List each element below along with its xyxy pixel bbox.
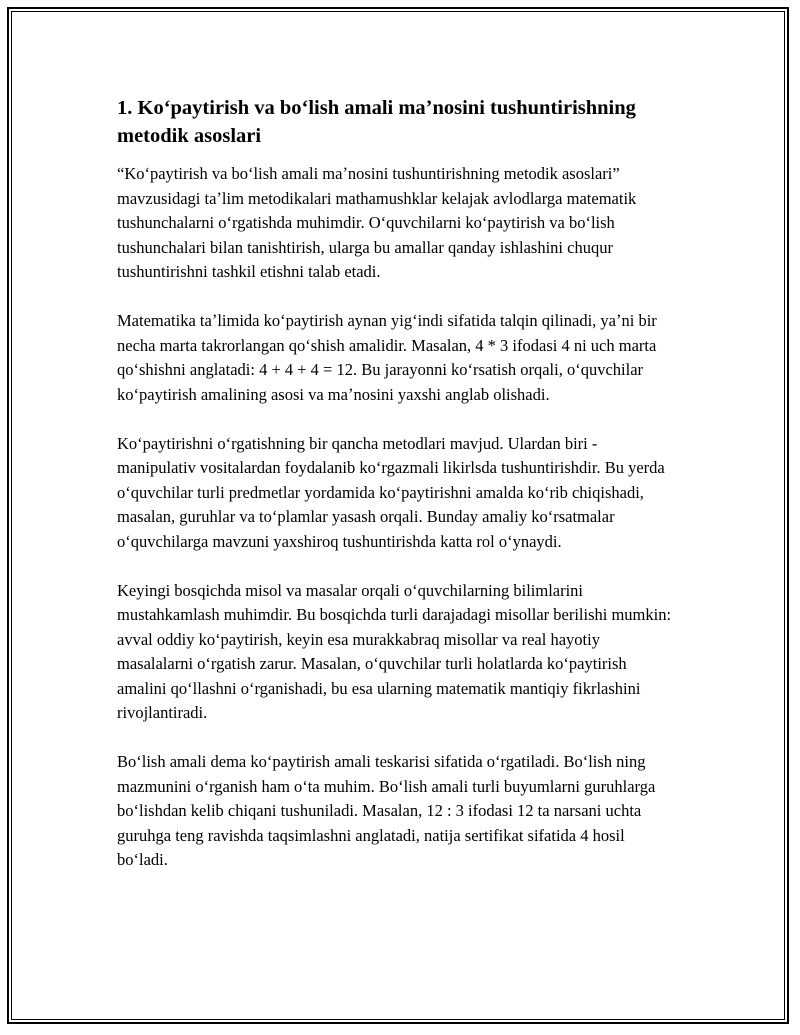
- paragraph-4: Keyingi bosqichda misol va masalar orqali oʻquvchilarning bilimlarini mustahkamlash muhimdir. Bu bosqichda turli darajadagi misollar berilishi mumkin: avval oddiy koʻpaytirish, keyin esa murakkabraq misollar va real hayotiy masalalarni oʻrgatish zarur. Masalan, oʻquvchilar turli holatlarda koʻpaytirish amalini qoʻllashni oʻrganishadi, bu esa ularning matematik mantiqiy fikrlashini rivojlantiradi.: [117, 580, 672, 722]
- paragraph-2: Matematika taʼlimida koʻpaytirish aynan yigʻindi sifatida talqin qilinadi, yaʼni bir necha marta takrorlangan qoʻshish amalidir. Masalan, 4 * 3 ifodasi 4 ni uch marta qoʻshishni anglatadi: 4 + 4 + 4 = 12. Bu jarayonni koʻrsatish orqali, oʻquvchilar koʻpaytirish amalining asosi va maʼnosini yaxshi anglab olishadi.: [117, 311, 657, 404]
- section-heading: 1. Koʻpaytirish va boʻlish amali maʼnosini tushuntirishning metodik asoslari: [117, 97, 636, 147]
- document-body: [117, 94, 677, 897]
- paragraph-3: Koʻpaytirishni oʻrgatishning bir qancha metodlari mavjud. Ulardan biri - manipulativ vositalardan foydalanib koʻrgazmali likirlsda tushuntirishdir. Bu yerda oʻquvchilar turli predmetlar yordamida koʻpaytirishni amalda koʻrib chiqishadi, masalan, guruhlar va toʻplamlar yasash orqali. Bunday amaliy koʻrsatmalar oʻquvchilarga mavzuni yaxshiroq tushuntirishda katta rol oʻynaydi.: [117, 433, 665, 551]
- paragraph-5: Boʻlish amali dema koʻpaytirish amali teskarisi sifatida oʻrgatiladi. Boʻlish ning mazmunini oʻrganish ham oʻta muhim. Boʻlish amali turli buyumlarni guruhlarga boʻlishdan kelib chiqani tushuniladi. Masalan, 12 : 3 ifodasi 12 ta narsani uchta guruhga teng ravishda taqsimlashni anglatadi, natija sertifikat sifatida 4 hosil boʻladi.: [117, 752, 656, 869]
- paragraph-1: “Koʻpaytirish va boʻlish amali maʼnosini tushuntirishning metodik asoslari” mavzusidagi taʼlim metodikalari mathamushklar kelajak avlodlarga matematik tushunchalarni oʻrgatishda muhimdir. Oʻquvchilarni koʻpaytirish va boʻlish tushunchalari bilan tanishtirish, ularga bu amallar qanday ishlashini chuqur tushuntirishni tashkil etishni talab etadi.: [117, 164, 637, 281]
